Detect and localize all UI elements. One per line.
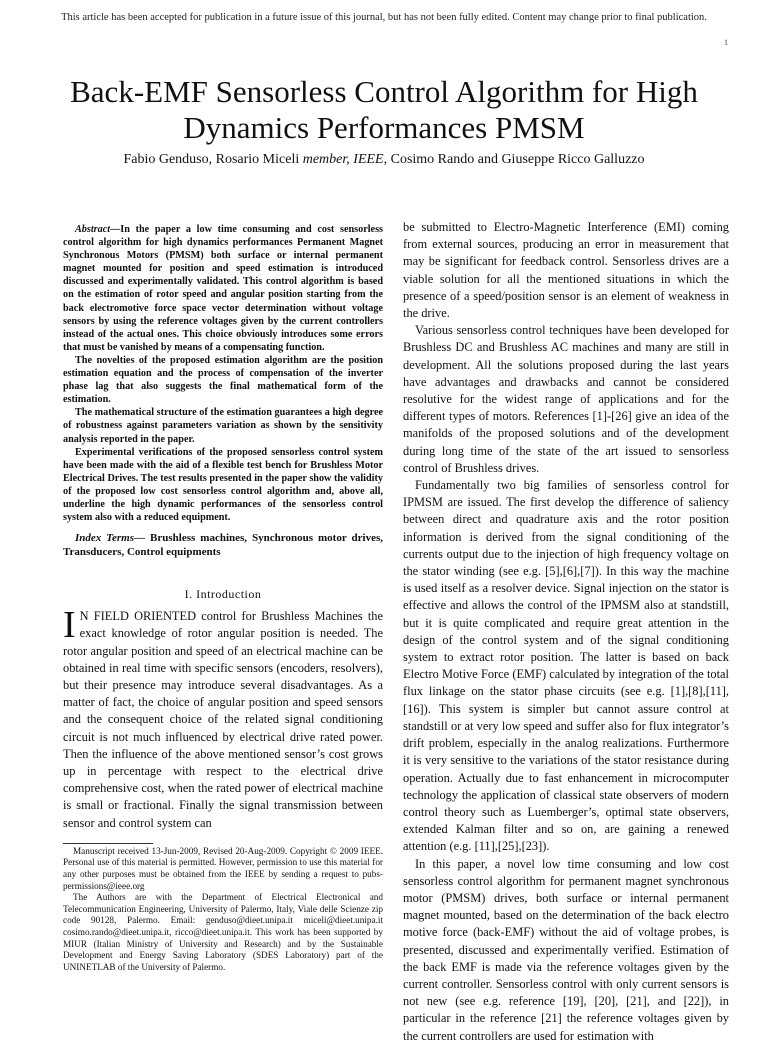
introduction-body xyxy=(63,604,383,832)
abstract xyxy=(63,223,383,524)
publication-banner: This article has been accepted for publication in a future issue of this journal, but has not been fully edited. Content may change prior to final publication. xyxy=(61,12,707,23)
left-column xyxy=(63,223,383,973)
footnote xyxy=(63,846,383,974)
abstract-paragraph-4: Experimental verifications of the proposed sensorless control system have been made with the aid of a flexible test bench for Brushless Motor Electrical Drives. The test results presented in the paper show the validity of the proposed low cost sensorless control algorithm and, above all, underline the high dynamic performances of the sensorless control system also with a reduced equipment. xyxy=(63,446,383,524)
footnote-divider xyxy=(63,843,153,844)
index-terms-text: — Brushless machines, Synchronous motor drives, Transducers, Control equipments xyxy=(63,532,383,559)
abstract-lead: Abstract xyxy=(75,224,111,235)
authors-rest: , Cosimo Rando and Giuseppe Ricco Galluzzo xyxy=(383,152,645,167)
right-paragraph-3: Fundamentally two big families of sensorless control for IPMSM are issued. The first develop the difference of saliency between direct and quadrature axis and the rotor position information is derived from the signal conditioning of the currents output due to the injection of high frequency voltage on the stator winding (see e.g. [5],[6],[7]). In this way the machine is used itself as a resolver device. Signal injection on the stator is effective and allows the control of the IPMSM also at standstill, but it is quite complicated and require great attention in the design of the control system and of the signal conditioning system to extract rotor position. The latter is based on back Electro Motive Force (EMF) calculated by integration of the total flux linkage on the stator phase circuits (see e.g. [1],[8],[11],[16]). This system is simpler but cannot assure control at standstill or at very low speed and suffer also for flux integrator’s drift problem, especially in the analog realizations. Furthermore it is very sensitive to the variations of the stator resistance during operation. Actually due to fast enhancement in microcomputer technology the application of classical state observers of modern control theory such as Luemberger’s, optimal state observers, extended Kalman filter and so on, are gaining a renewed attention (e.g. [11],[25],[23]). xyxy=(403,478,729,854)
index-terms-lead: Index Terms xyxy=(75,532,135,545)
right-paragraph-2: Various sensorless control techniques have been developed for Brushless DC and Brushless AC machines and many are still in development. All the solutions proposed during the last years have advantages and drawbacks and cannot be considered resolutive for the widest range of applications and for the different types of motors. References [1]-[26] give an idea of the manifolds of the proposed solutions and of the development during long time of the state of the art issued to sensorless control of Brushless drives. xyxy=(403,323,729,475)
page-number: 1 xyxy=(724,38,728,47)
authors-first: Fabio Genduso, Rosario Miceli xyxy=(123,152,303,167)
paper-title: Back-EMF Sensorless Control Algorithm for High Dynamics Performances PMSM xyxy=(70,74,698,145)
footnote-paragraph-1: Manuscript received 13-Jun-2009, Revised 20-Aug-2009. Copyright © 2009 IEEE. Personal use of this material is permitted. However, permission to use this material for any other purposes must be obtained from the IEEE by sending a request to pubs-permissions@ieee.org xyxy=(63,845,383,891)
abstract-paragraph-2: The novelties of the proposed estimation algorithm are the position estimation equation and the process of compensation of the inverter phase lag that also suggests the final mathematical form of the estimation. xyxy=(63,354,383,406)
section-heading-introduction: I. Introduction xyxy=(184,587,262,602)
footnote-paragraph-2: The Authors are with the Department of Electrical Electronical and Telecommunication Engineering, University of Palermo, Italy, Viale delle Scienze zip code 90128, Palermo. Email: genduso@dieet.unipa.it miceli@dieet.unipa.it cosimo.rando@dieet.unipa.it, ricco@dieet.unipa.it. This work has been supported by MIUR (Italian Ministry of University and Research) and by the Sustainable Development and Energy Saving Laboratory (SDES Laboratory) part of the UNINETLAB of the University of Palermo. xyxy=(63,892,383,972)
abstract-paragraph-3: The mathematical structure of the estimation guarantees a high degree of robustness against parameters variation as shown by the sensitivity analysis reported in the paper. xyxy=(63,407,383,445)
right-paragraph-1: be submitted to Electro-Magnetic Interference (EMI) coming from external sources, producing an error in measurement that may be significant for feedback control. Sensorless drives are a viable solution for all the mentioned situations in which the presence of a speed/position sensor is an element of weakness in the drive. xyxy=(403,220,729,321)
index-terms xyxy=(63,531,383,559)
right-column xyxy=(403,219,729,1045)
abstract-paragraph-1: —In the paper a low time consuming and cost sensorless control algorithm for high dynamics performances Permanent Magnet Synchronous Motors (PMSM) both surface or internal permanent magnet mounted for position and speed estimation is introduced discussed and experimentally validated. This control algorithm is based on the estimation of rotor speed and angular position starting from the back electromotive force space vector determination without voltage sensors by using the reference voltages given by the current controllers instead of the actual ones. This choice obviously introduces some errors that must be vanished by means of a compensating function. xyxy=(63,224,383,353)
author-list xyxy=(40,152,728,168)
right-paragraph-4: In this paper, a novel low time consuming and low cost sensorless control algorithm for permanent magnet synchronous motor (PMSM) drives, both surface or internal permanent magnet mounted, based on the determination of the back electro motive force (back-EMF) without the aid of voltage probes, is presented, discussed and experimentally verified. Estimation of the back EMF is made via the reference voltages given by the current controller. Sensorless control with only current sensors is not new (see e.g. reference [19], [20], [21], and [22]), in particular in the reference [21] the reference voltages given by the current controllers are used for estimation with xyxy=(403,856,729,1043)
author-membership: member, IEEE xyxy=(302,152,384,167)
intro-paragraph-1: N FIELD ORIENTED control for Brushless Machines the exact knowledge of rotor angular position is needed. The rotor angular position and speed of an electrical machine can be obtained in real time with specific sensors (encoders, resolvers), but their presence may introduce several disadvantages. As a matter of fact, the choice of angular position and speed sensors and the consequent choice of the related signal conditioning circuit is not much influenced by electrical drive rated power. Then the influence of the above mentioned sensor’s cost grows up in percentage with respect to the electrical drive comprehensive cost, when the rated power of electrical machine is small or fractional. Finally the signal transmission between sensor and control system can xyxy=(63,609,383,830)
drop-cap: I xyxy=(63,604,76,647)
